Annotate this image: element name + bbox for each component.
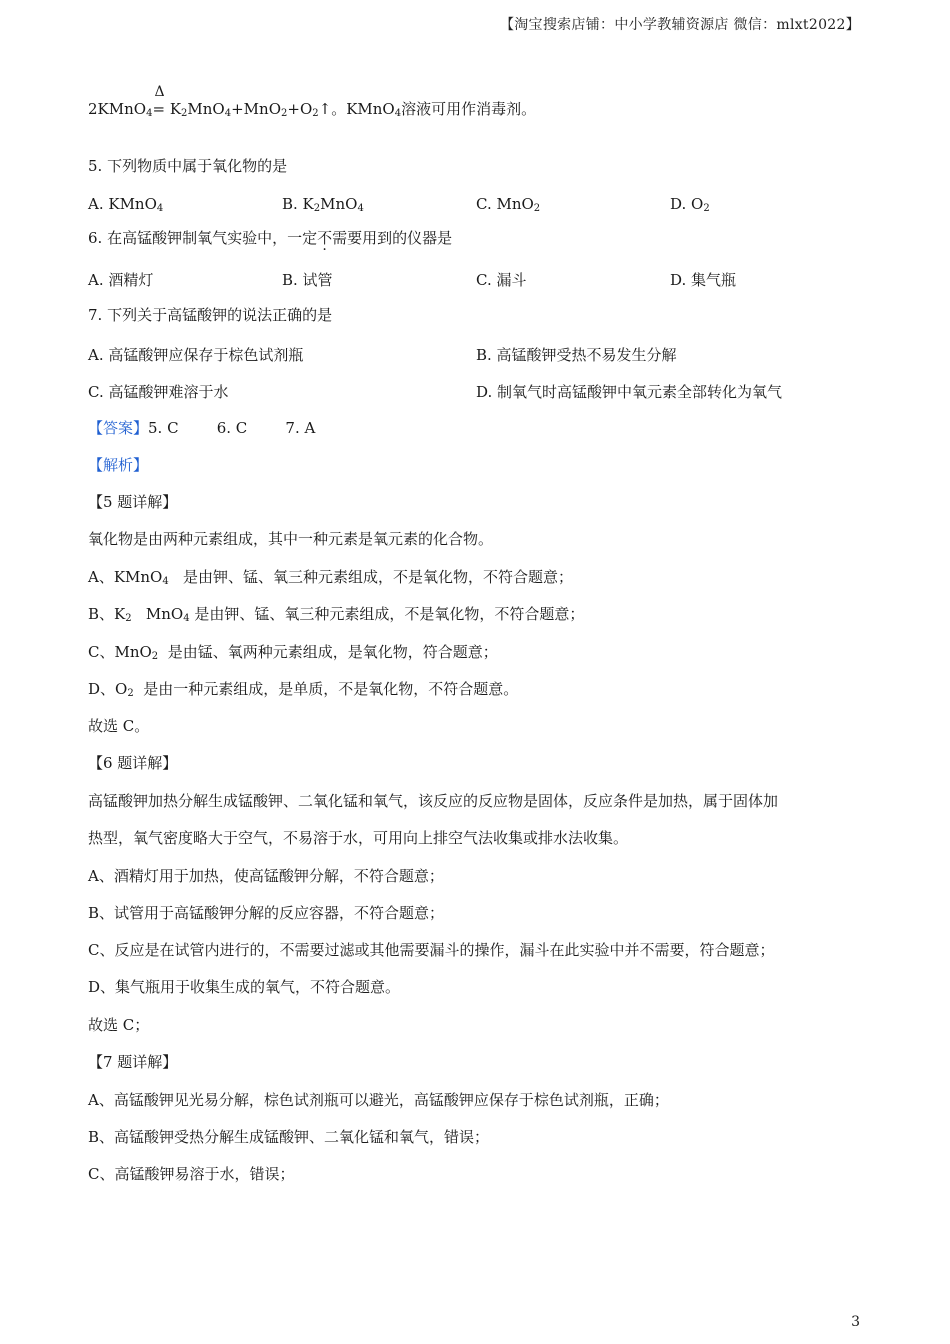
emphasis-dot-text: 不 [317,229,333,247]
d-text: 是由钾、锰、氧三种元素组成，不是氧化物，不符合题意； [189,605,585,623]
d-sub: 2 [151,651,159,662]
eq-text: ↑。KMnO [318,100,395,118]
detail-7-line: A、高锰酸钾见光易分解，棕色试剂瓶可以避光，高锰酸钾应保存于棕色试剂瓶，正确； [88,1091,669,1109]
heat-equals-sign [152,84,166,118]
eq-text: +MnO [231,100,281,118]
question-7-stem: 7. 下列关于高锰酸钾的说法正确的是 [88,306,333,324]
detail-6-line: D、集气瓶用于收集生成的氧气，不符合题意。 [88,978,401,996]
eq-text: 溶液可用作消毒剂。 [401,100,537,118]
detail-6-line: 热型，氧气密度略大于空气，不易溶于水，可用向上排空气法收集或排水法收集。 [88,829,629,847]
eq-text: K [169,100,182,118]
detail-6-line: C、反应是在试管内进行的，不需要过滤或其他需要漏斗的操作，漏斗在此实验中并不需要，符合题意； [88,941,775,959]
page-number: 3 [851,1314,860,1330]
eq-sub: 4 [224,108,232,119]
detail-6-title: 【6 题详解】 [88,754,178,772]
opt-sub: 2 [703,203,710,214]
stem-text: 需要用到的仪器是 [332,229,453,247]
detail-5-line [88,605,584,625]
answer-label: 【答案】 [88,419,149,437]
eq-text: +O [287,100,313,118]
detail-6-line: 高锰酸钾加热分解生成锰酸钾、二氧化锰和氧气，该反应的反应物是固体，反应条件是加热，属于固体加 [88,792,779,810]
q6-option-b: B. 试管 [282,271,333,289]
d-sub: 4 [183,613,190,624]
q5-option-a [88,195,163,214]
answer-line [88,419,315,437]
eq-sub: 4 [394,108,402,119]
d-text: B、K [88,605,126,623]
reaction-equation [88,84,537,120]
opt-text: MnO [320,195,358,213]
question-6-stem [88,229,452,247]
detail-7-line: C、高锰酸钾易溶于水，错误； [88,1165,295,1183]
q5-option-d [670,195,710,214]
q7-option-b: B. 高锰酸钾受热不易发生分解 [476,346,677,364]
q7-option-d: D. 制氧气时高锰酸钾中氧元素全部转化为氧气 [476,383,783,401]
detail-5-line: 氧化物是由两种元素组成，其中一种元素是氧元素的化合物。 [88,530,494,548]
detail-5-line [88,680,518,700]
d-text: MnO [131,605,184,623]
eq-sub: 2 [181,108,188,119]
equals-symbol: = [152,100,166,118]
d-text: 是由钾、锰、氧三种元素组成，不是氧化物，不符合题意； [168,568,574,586]
eq-sub: 2 [312,108,319,119]
d-text: C、MnO [88,643,152,661]
d-text: 是由锰、氧两种元素组成，是氧化物，符合题意； [158,643,498,661]
d-text: A、KMnO [88,568,163,586]
opt-sub: 4 [156,203,164,214]
opt-sub: 2 [313,203,321,214]
eq-text: 2KMnO [88,100,147,118]
header-note: 【淘宝搜索店铺：中小学教辅资源店 微信：mlxt2022】 [499,17,860,33]
detail-6-line: B、试管用于高锰酸钾分解的反应容器，不符合题意； [88,904,445,922]
d-text: 是由一种元素组成，是单质，不是氧化物，不符合题意。 [133,680,519,698]
stem-text: 6. 在高锰酸钾制氧气实验中，一定 [88,229,318,247]
opt-text: A. KMnO [88,195,157,213]
detail-7-title: 【7 题详解】 [88,1053,178,1071]
detail-5-line [88,643,498,663]
detail-6-line: 故选 C； [88,1016,150,1034]
q5-option-c [476,195,540,214]
q7-option-c: C. 高锰酸钾难溶于水 [88,383,229,401]
detail-5-line: 故选 C。 [88,717,150,735]
d-sub: 2 [127,688,134,699]
eq-sub: 2 [281,108,288,119]
q5-option-b [282,195,364,214]
d-text: D、O [88,680,128,698]
opt-text: C. MnO [476,195,534,213]
opt-sub: 4 [357,203,364,214]
delta-symbol: Δ [154,84,165,100]
detail-5-title: 【5 题详解】 [88,493,178,511]
opt-sub: 2 [533,203,541,214]
q7-option-a: A. 高锰酸钾应保存于棕色试剂瓶 [88,346,304,364]
q6-option-d: D. 集气瓶 [670,271,737,289]
opt-text: D. O [670,195,704,213]
detail-6-line: A、酒精灯用于加热，使高锰酸钾分解，不符合题意； [88,867,444,885]
d-sub: 2 [125,613,132,624]
eq-text: MnO [187,100,225,118]
detail-5-line [88,568,573,588]
eq-sub: 4 [146,108,153,119]
q6-option-c: C. 漏斗 [476,271,527,289]
q6-option-a: A. 酒精灯 [88,271,154,289]
opt-text: B. K [282,195,314,213]
detail-7-line: B、高锰酸钾受热分解生成锰酸钾、二氧化锰和氧气，错误； [88,1128,490,1146]
question-5-stem: 5. 下列物质中属于氧化物的是 [88,157,288,175]
analysis-label: 【解析】 [88,456,149,474]
d-sub: 4 [162,576,169,587]
answer-text: 5. C 6. C 7. A [148,419,316,437]
